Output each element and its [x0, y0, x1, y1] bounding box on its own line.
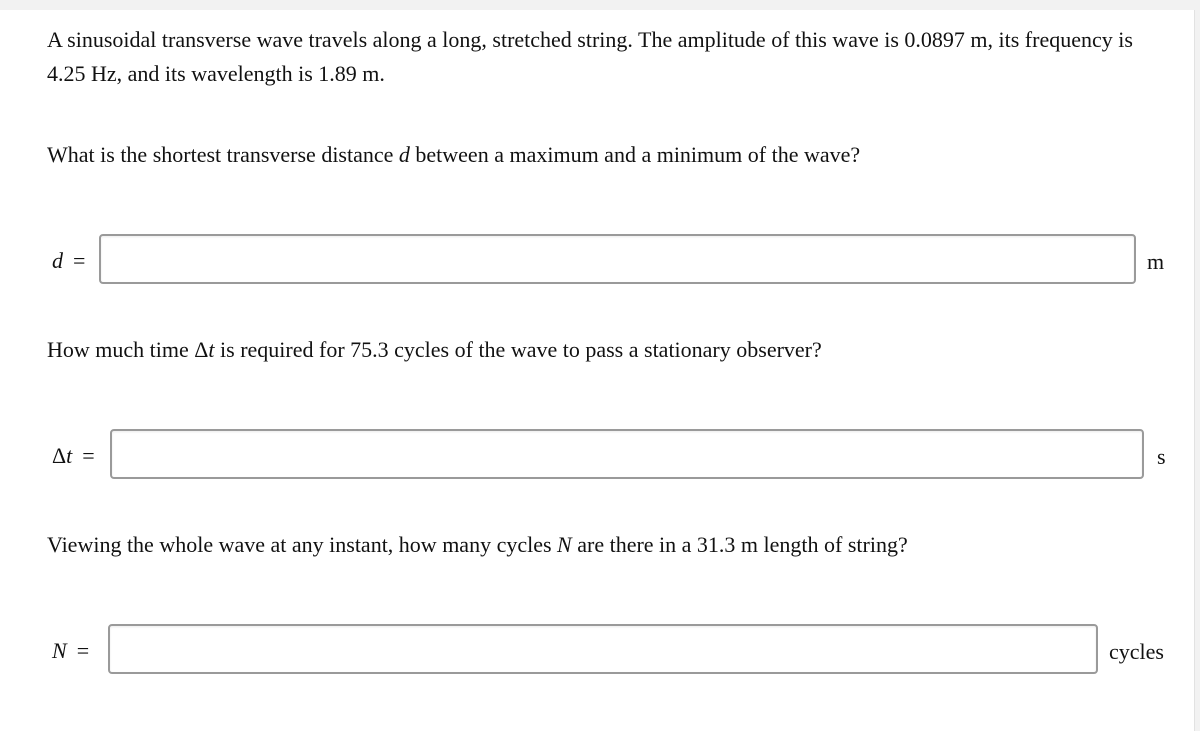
time-equals-sign: = [82, 443, 95, 468]
question-card [0, 10, 1195, 731]
time-variable-label [52, 443, 95, 469]
cycles-equals-sign: = [76, 638, 90, 663]
question-2-symbol: t [208, 337, 215, 362]
question-3-text-before: Viewing the whole wave at any instant, how many cycles [47, 532, 558, 557]
question-3-text-after: are there in a 31.3 m length of string? [571, 532, 908, 557]
cycles-variable-symbol: N [52, 638, 67, 663]
time-answer-input[interactable] [110, 429, 1144, 479]
cycles-unit-label: cycles [1109, 639, 1164, 664]
distance-answer-input[interactable] [99, 234, 1136, 284]
cycles-answer-input[interactable] [108, 624, 1098, 674]
question-2-text-after: is required for 75.3 cycles of the wave to pass a stationary observer? [214, 337, 822, 362]
distance-variable-label [52, 248, 85, 274]
cycles-variable-label [52, 638, 89, 664]
question-3-text [47, 530, 908, 560]
distance-equals-sign: = [73, 248, 86, 273]
question-3-symbol: N [557, 532, 572, 557]
question-1-text-after: between a maximum and a minimum of the wave? [409, 142, 861, 167]
time-variable-symbol: t [66, 443, 73, 468]
time-variable-prefix: Δ [52, 443, 67, 468]
problem-statement: A sinusoidal transverse wave travels along a long, stretched string. The amplitude of this wave is 0.0897 m, its frequency is 4.25 Hz, and its wavelength is 1.89 m. [47, 27, 1133, 86]
distance-variable-symbol: d [52, 248, 63, 273]
question-1-symbol: d [398, 142, 410, 167]
question-2-text [47, 335, 822, 365]
question-2-text-before: How much time Δ [47, 337, 209, 362]
time-unit-label: s [1157, 444, 1166, 469]
distance-unit-label: m [1147, 249, 1165, 274]
question-1-text [47, 140, 860, 170]
question-1-text-before: What is the shortest transverse distance [47, 142, 399, 167]
